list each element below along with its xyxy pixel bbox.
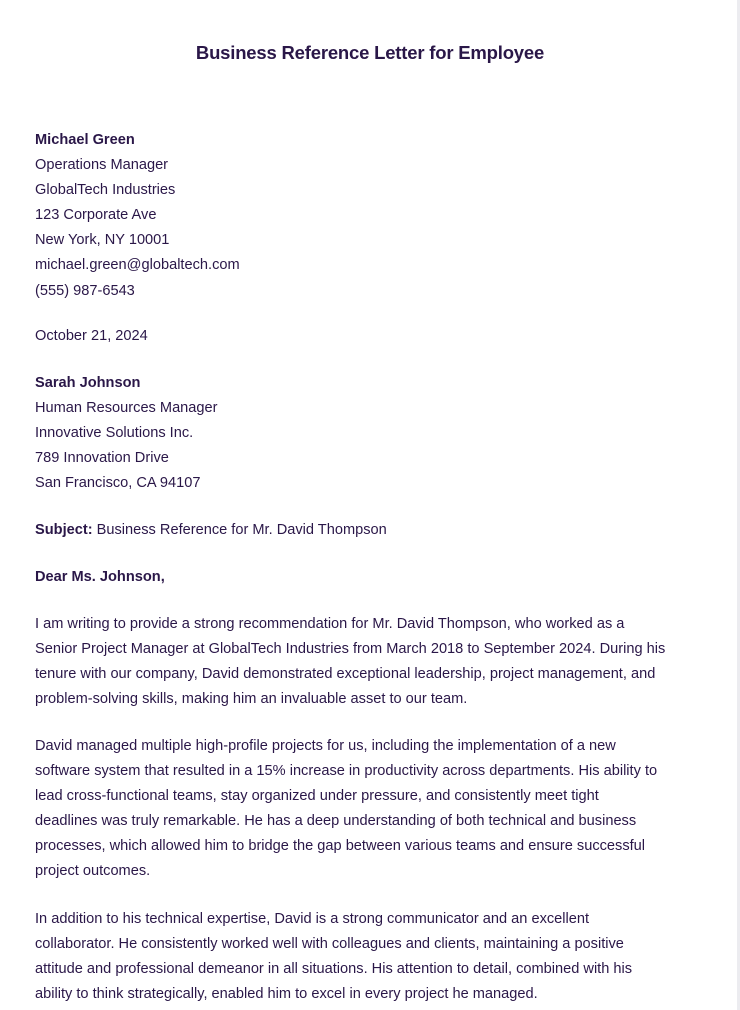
date-block: [35, 324, 705, 349]
body-paragraph-2: [35, 734, 705, 885]
sender-position: Operations Manager: [35, 157, 169, 174]
recipient-position: Human Resources Manager: [35, 400, 218, 417]
subject-block: [35, 518, 705, 543]
paragraph-line: software system that resulted in a 15% increase in productivity across departments. His ability to: [35, 763, 658, 780]
paragraph-line: deadlines was truly remarkable. He has a deep understanding of both technical and business: [35, 813, 637, 830]
paragraph-line: ability to think strategically, enabled him to excel in every project he managed.: [35, 986, 538, 1003]
sender-phone: (555) 987-6543: [35, 282, 135, 299]
paragraph-line: tenure with our company, David demonstrated exceptional leadership, project management, and: [35, 666, 656, 683]
subject-label: Subject:: [35, 522, 93, 538]
body-paragraph-1: [35, 612, 705, 712]
recipient-name: Sarah Johnson: [35, 375, 141, 391]
paragraph-line: Senior Project Manager at GlobalTech Industries from March 2018 to September 2024. During his: [35, 641, 666, 658]
recipient-city: San Francisco, CA 94107: [35, 475, 201, 492]
salutation: Dear Ms. Johnson,: [35, 569, 165, 585]
paragraph-line: I am writing to provide a strong recommendation for Mr. David Thompson, who worked as a: [35, 616, 625, 632]
recipient-block: [35, 371, 705, 496]
sender-company: GlobalTech Industries: [35, 182, 176, 199]
page-title: Business Reference Letter for Employee: [195, 42, 545, 63]
recipient-street: 789 Innovation Drive: [35, 450, 169, 467]
paragraph-line: lead cross-functional teams, stay organized under pressure, and consistently meet tight: [35, 788, 599, 805]
paragraph-line: collaborator. He consistently worked well with colleagues and clients, maintaining a positive: [35, 936, 624, 953]
paragraph-line: project outcomes.: [35, 863, 151, 880]
sender-city: New York, NY 10001: [35, 232, 170, 249]
paragraph-line: processes, which allowed him to bridge the gap between various teams and ensure successful: [35, 838, 646, 855]
body-paragraph-3: [35, 907, 705, 1007]
subject-text: Business Reference for Mr. David Thompson: [96, 522, 387, 538]
paragraph-line: In addition to his technical expertise, David is a strong communicator and an excellent: [35, 911, 590, 927]
paragraph-line: problem-solving skills, making him an invaluable asset to our team.: [35, 691, 468, 708]
sender-name: Michael Green: [35, 132, 135, 148]
paragraph-line: David managed multiple high-profile projects for us, including the implementation of a new: [35, 738, 616, 754]
recipient-company: Innovative Solutions Inc.: [35, 425, 194, 442]
salutation-block: [35, 565, 705, 590]
paragraph-line: attitude and professional demeanor in all situations. His attention to detail, combined with his: [35, 961, 633, 978]
letter-date: October 21, 2024: [35, 328, 148, 344]
sender-email: michael.green@globaltech.com: [35, 257, 240, 274]
sender-street: 123 Corporate Ave: [35, 207, 157, 224]
sender-block: [35, 128, 705, 304]
